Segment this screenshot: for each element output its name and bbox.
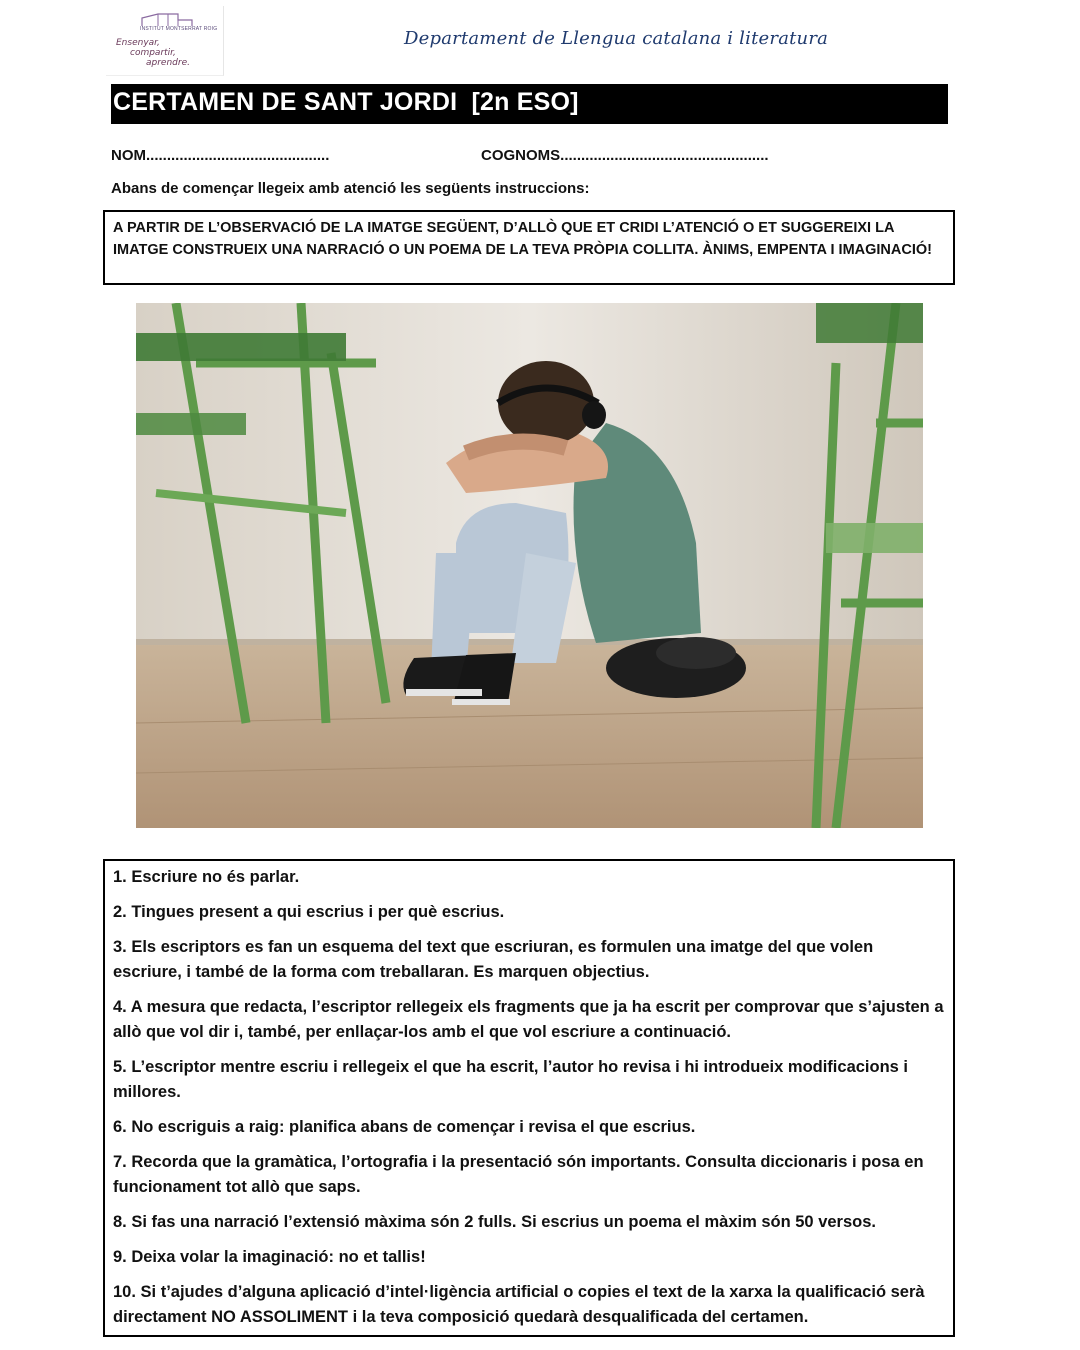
rule-item: 9. Deixa volar la imaginació: no et tallis! <box>113 1248 426 1266</box>
surname-field[interactable]: COGNOMS.................................................. <box>481 147 769 164</box>
name-fields <box>111 147 871 167</box>
motto-line: Ensenyar, <box>116 38 160 48</box>
page-title: CERTAMEN DE SANT JORDI [2n ESO] <box>111 84 948 124</box>
rule-item: 1. Escriure no és parlar. <box>113 868 300 886</box>
rule-item: 10. Si t’ajudes d’alguna aplicació d’intel·ligència artificial o copies el text de la xarxa la qualificació serà directament NO ASSOLIMENT i la teva composició quedarà desqualificada del certamen. <box>113 1283 925 1326</box>
motto-line: compartir, <box>130 48 176 58</box>
rules-box <box>103 859 955 1337</box>
rule-item: 6. No escriguis a raig: planifica abans de començar i revisa el que escrius. <box>113 1118 696 1136</box>
name-field[interactable]: NOM............................................ <box>111 147 330 164</box>
rule-item: 5. L’escriptor mentre escriu i rellegeix el que ha escrit, l’autor ho revisa i hi introdueix modificacions i millores. <box>113 1058 909 1101</box>
intro-text: Abans de començar llegeix amb atenció les següents instruccions: <box>111 180 590 197</box>
rule-item: 8. Si fas una narració l’extensió màxima són 2 fulls. Si escrius un poema el màxim són 50 versos. <box>113 1213 876 1231</box>
rule-item: 2. Tingues present a qui escrius i per què escrius. <box>113 903 505 921</box>
school-logo <box>106 6 224 76</box>
prompt-text: A PARTIR DE L’OBSERVACIÓ DE LA IMATGE SEGÜENT, D’ALLÒ QUE ET CRIDI L’ATENCIÓ O ET SUGGEREIXI LA IMATGE CONSTRUEIX UNA NARRACIÓ O UN POEMA DE LA TEVA PRÒPIA COLLITA. ÀNIMS, EMPENTA I IMAGINACIÓ! <box>113 220 932 258</box>
rule-item: 3. Els escriptors es fan un esquema del text que escriuran, es formulen una imatge del que volen escriure, i també de la forma com treballaran. Es marquen objectius. <box>113 938 874 981</box>
rule-item: 4. A mesura que redacta, l’escriptor rellegeix els fragments que ja ha escrit per comprovar que s’ajusten a allò que vol dir i, també, per enllaçar-los amb el que vol escriure a continuació. <box>113 998 944 1041</box>
department-heading: Departament de Llengua catalana i literatura <box>404 28 829 49</box>
rule-item: 7. Recorda que la gramàtica, l’ortografia i la presentació són importants. Consulta diccionaris i posa en funcionament tot allò que saps. <box>113 1153 924 1196</box>
prompt-box <box>103 210 955 285</box>
student-photo-illustration <box>136 303 923 828</box>
prompt-photo <box>136 303 923 828</box>
logo-motto <box>116 38 190 68</box>
motto-line: aprendre. <box>146 58 190 68</box>
logo-school-name: INSTITUT MONTSERRAT ROIG <box>140 26 218 32</box>
